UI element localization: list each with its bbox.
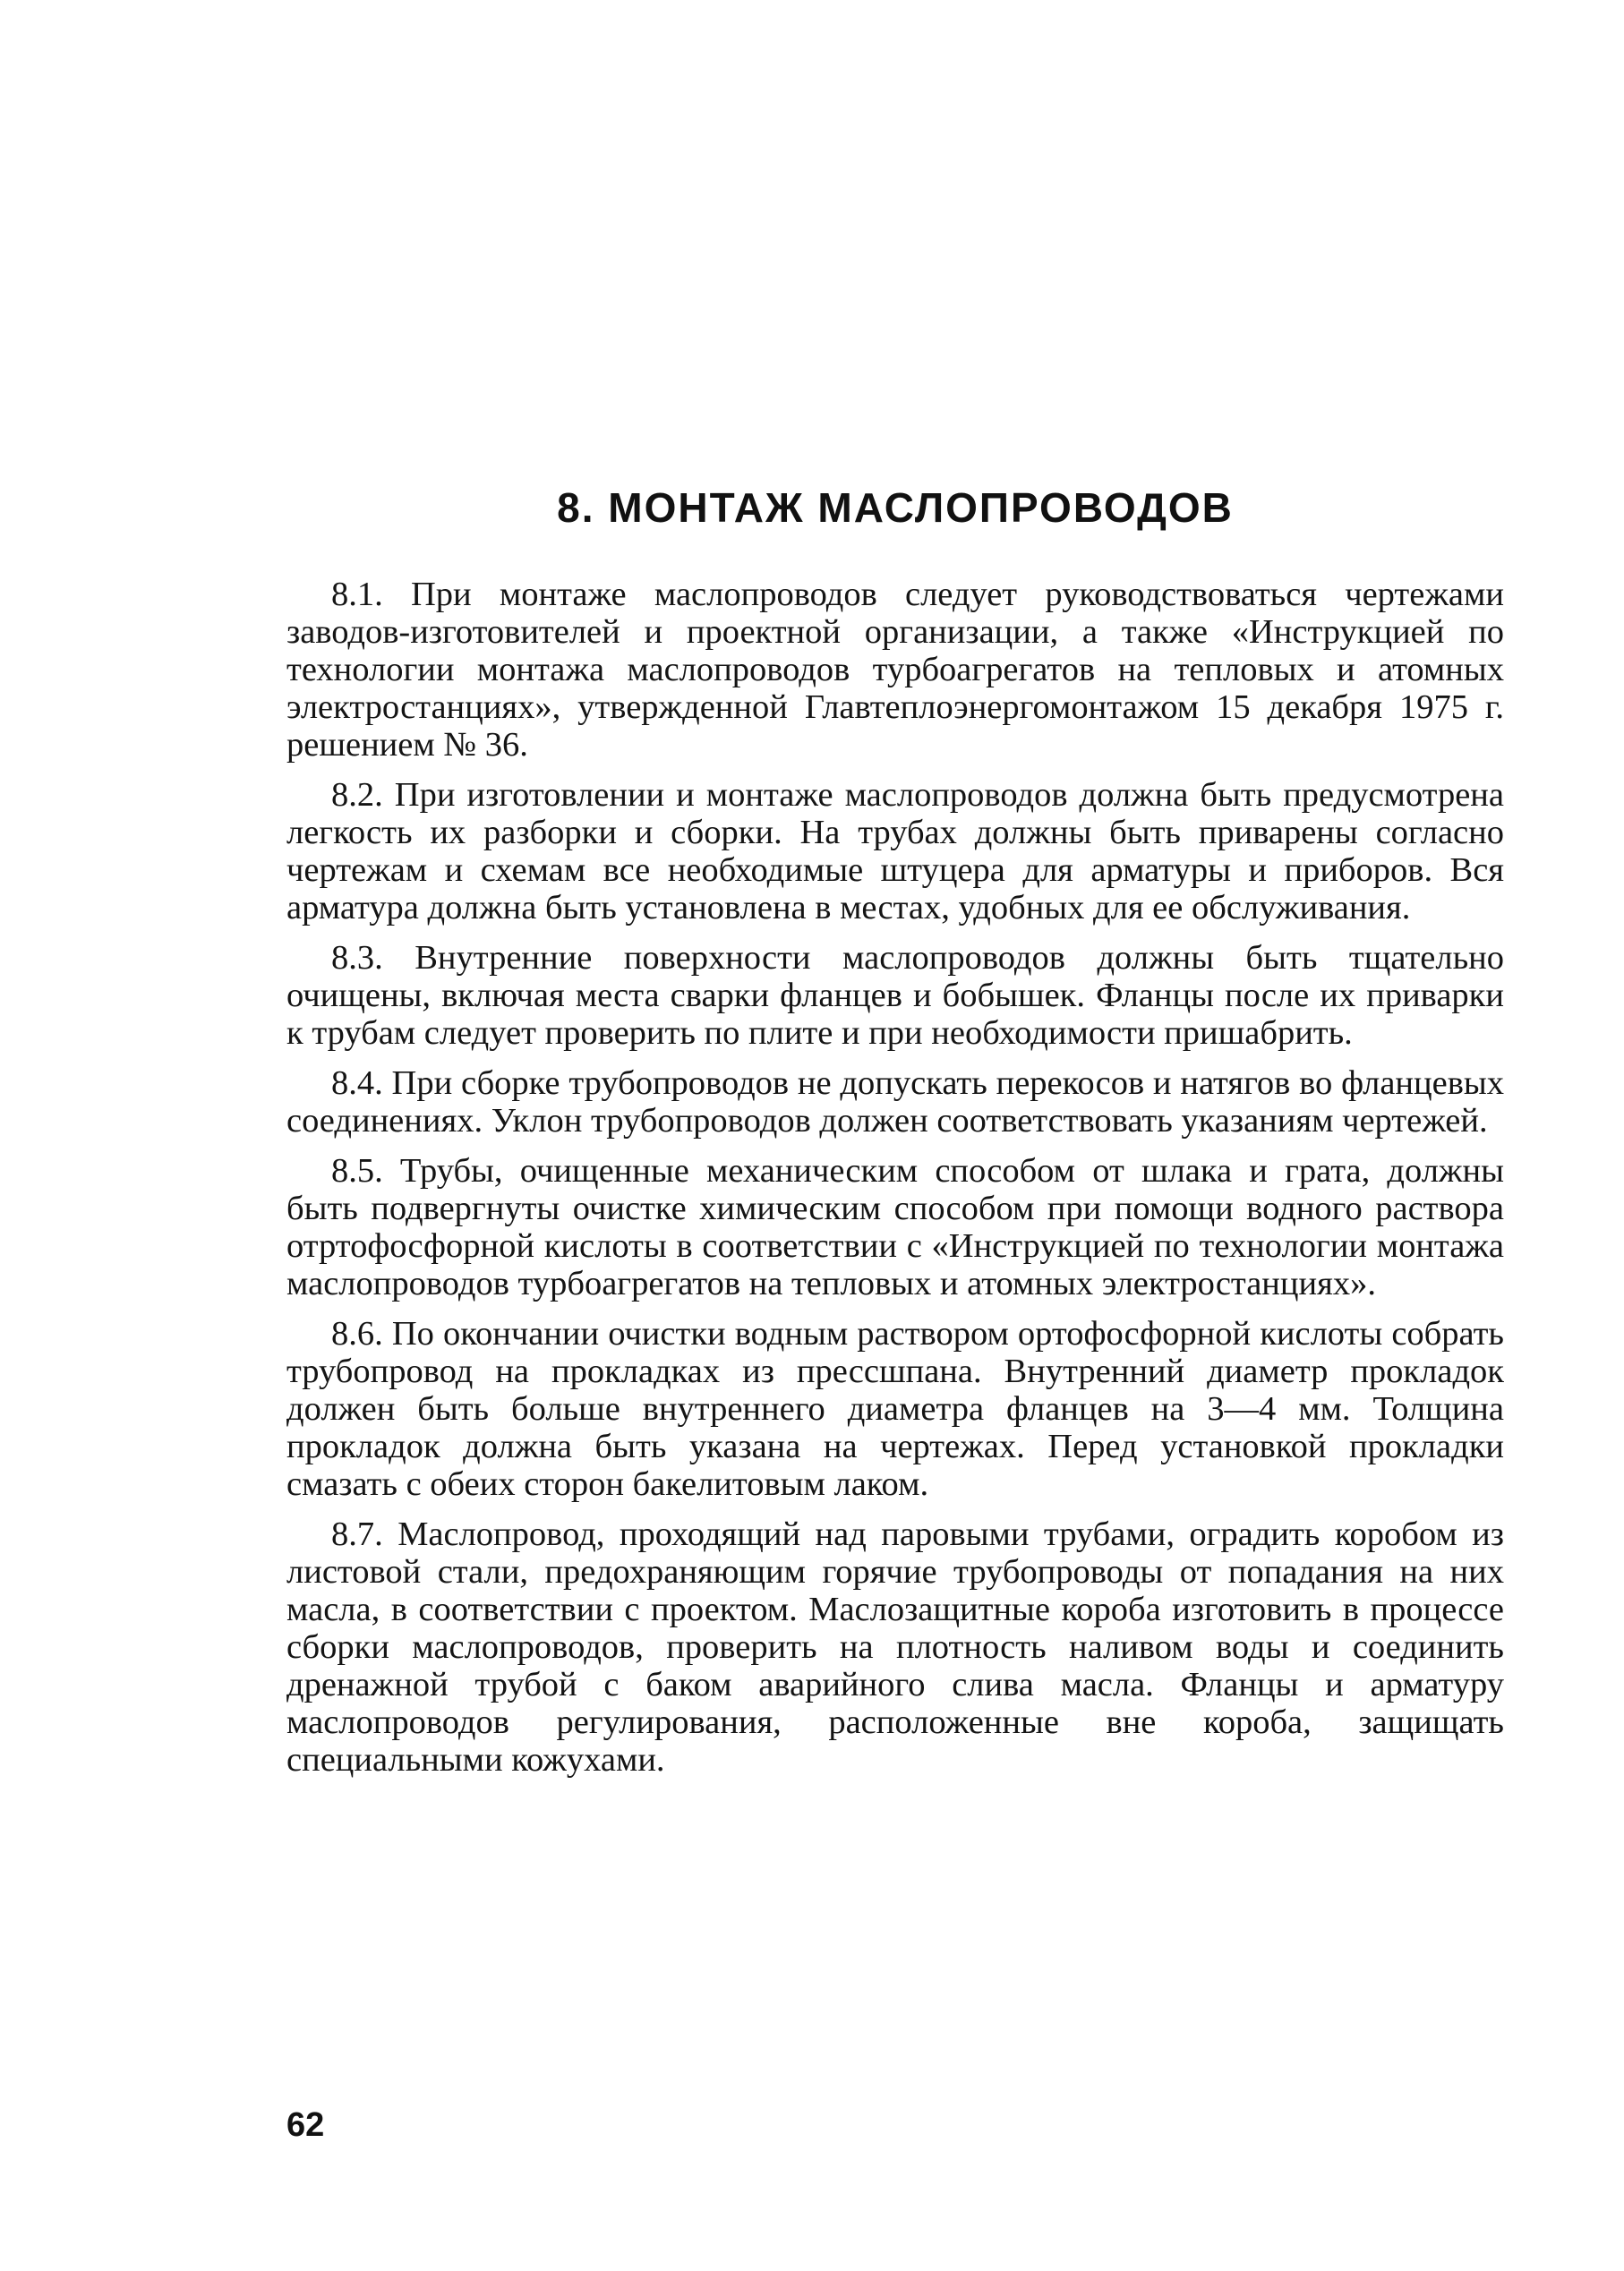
paragraph-8-5: 8.5. Трубы, очищенные механическим способом от шлака и грата, должны быть подвергнуты очистке химическим способом при помощи водного раствора отртофосфорной кислоты в соответствии с «Инструкцией по технологии монтажа маслопроводов турбоагрегатов на тепловых и атомных электростанциях». <box>286 1152 1504 1302</box>
paragraph-8-3: 8.3. Внутренние поверхности маслопроводов должны быть тщательно очищены, включая места сварки фланцев и бобышек. Фланцы после их приварки к трубам следует проверить по плите и при необходимости пришабрить. <box>286 939 1504 1052</box>
paragraph-8-7: 8.7. Маслопровод, проходящий над паровыми трубами, оградить коробом из листовой стали, предохраняющим горячие трубопроводы от попадания на них масла, в соответствии с проектом. Маслозащитные короба изготовить в процессе сборки маслопроводов, проверить на плотность наливом воды и соединить дренажной трубой с баком аварийного слива масла. Фланцы и арматуру маслопроводов регулирования, расположенные вне короба, защищать специальными кожухами. <box>286 1515 1504 1779</box>
paragraph-8-1: 8.1. При монтаже маслопроводов следует руководствоваться чертежами заводов-изготовителей и проектной организации, а также «Инструкцией по технологии монтажа маслопроводов турбоагрегатов на тепловых и атомных электростанциях», утвержденной Главтеплоэнергомонтажом 15 декабря 1975 г. решением № 36. <box>286 576 1504 764</box>
paragraph-8-4: 8.4. При сборке трубопроводов не допускать перекосов и натягов во фланцевых соединениях. Уклон трубопроводов должен соответствовать указаниям чертежей. <box>286 1064 1504 1140</box>
paragraph-8-2: 8.2. При изготовлении и монтаже маслопроводов должна быть предусмотрена легкость их разборки и сборки. На трубах должны быть приварены согласно чертежам и схемам все необходимые штуцера для арматуры и приборов. Вся арматура должна быть установлена в местах, удобных для ее обслуживания. <box>286 776 1504 926</box>
section-heading: 8. МОНТАЖ МАСЛОПРОВОДОВ <box>557 484 1234 531</box>
page-number: 62 <box>286 2106 325 2144</box>
section-body <box>286 576 1504 1791</box>
paragraph-8-6: 8.6. По окончании очистки водным раствором ортофосфорной кислоты собрать трубопровод на прокладках из прессшпана. Внутренний диаметр прокладок должен быть больше внутреннего диаметра фланцев на 3—4 мм. Толщина прокладок должна быть указана на чертежах. Перед установкой прокладки смазать с обеих сторон бакелитовым лаком. <box>286 1315 1504 1503</box>
